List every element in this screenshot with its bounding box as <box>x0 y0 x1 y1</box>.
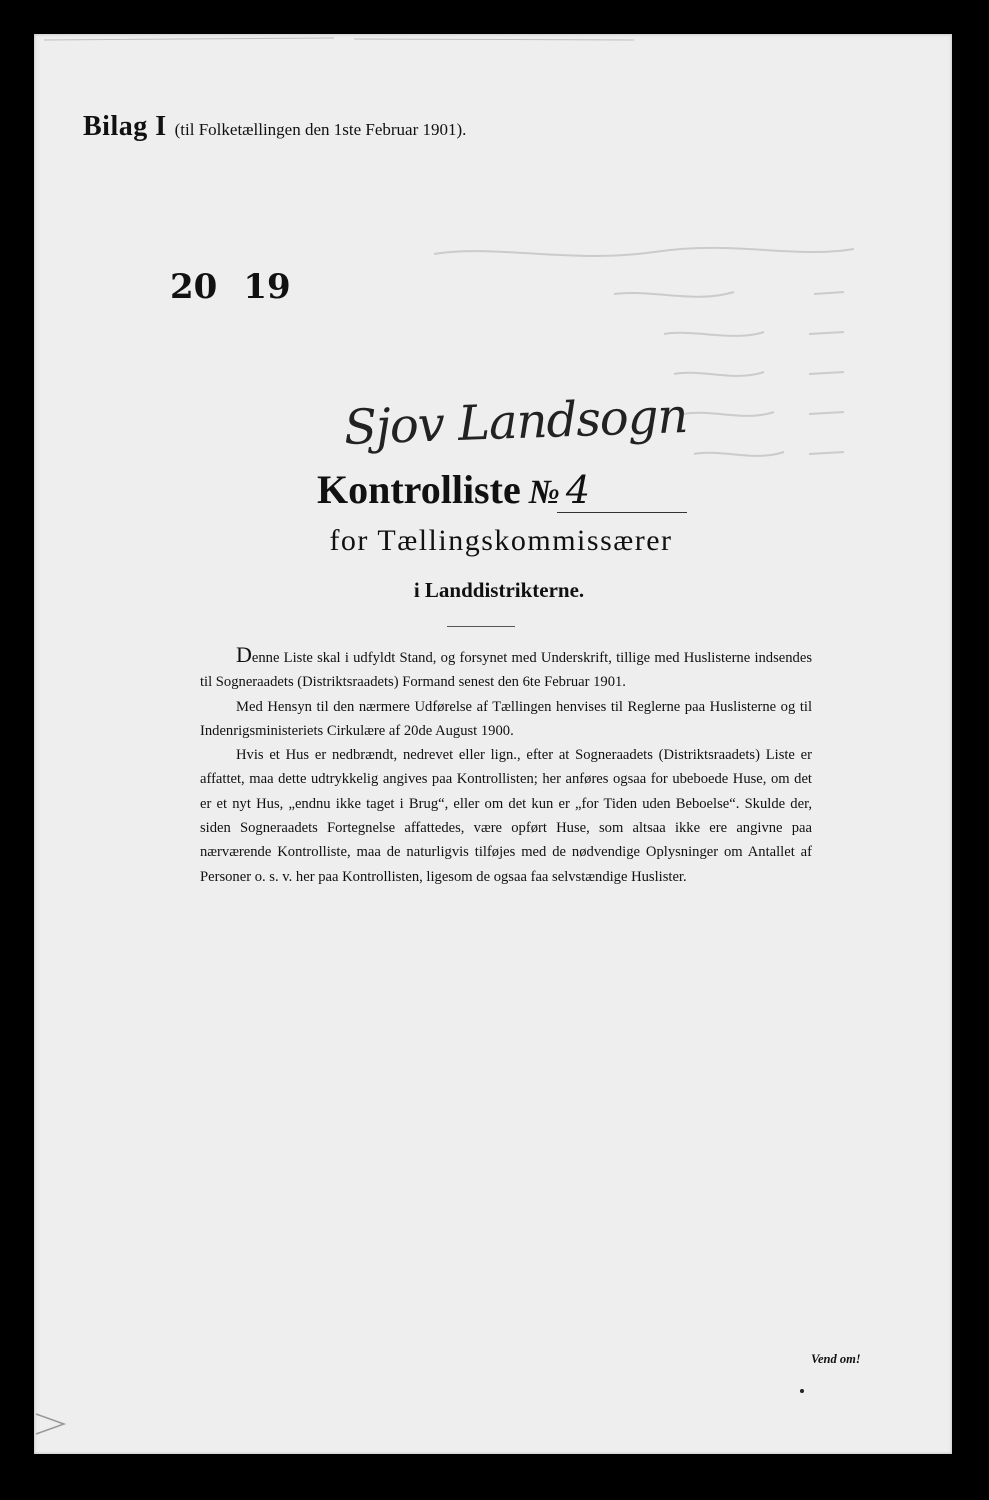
faint-bleedthrough-notes <box>414 234 914 494</box>
ink-dot <box>800 1389 804 1393</box>
header-line <box>83 111 466 143</box>
paragraph-1 <box>200 642 812 695</box>
paragraph-3: Hvis et Hus er nedbrændt, nedrevet eller lign., efter at Sogneraadets (Distriktsraadets) Liste er affattet, maa dette udtrykkelig angives paa Kontrollisten; her anføres ogsaa for ubeboede Huse, om det er et nyt Hus, „endnu ikke taget i Brug“, eller om det kun er „for Tiden uden Beboelse“. Skulde der, siden Sogneraadets Fortegnelse affattedes, være opført Huse, som altsaa ikke ere angivne paa nærværende Kontrolliste, maa de naturligvis tilføjes med de nødvendige Oplysninger om Antallet af Personer o. s. v. her paa Kontrollisten, ligesom de ogsaa faa selvstændige Huslister. <box>200 747 812 885</box>
paragraph-2: Med Hensyn til den nærmere Udførelse af Tællingen henvises til Reglerne paa Huslisterne og til Indenrigsministeriets Cirkulære af 20de August 1900. <box>200 698 812 739</box>
reference-number-first: 20 <box>170 267 218 307</box>
reference-numbers <box>170 267 291 307</box>
title-word: Kontrolliste <box>317 467 521 512</box>
document-page <box>34 34 952 1454</box>
number-sign: № <box>528 474 560 511</box>
turn-over-note: Vend om! <box>811 1352 861 1366</box>
instructions-body <box>200 642 812 889</box>
bilag-label: Bilag I <box>83 111 167 142</box>
subtitle-commissioners: for Tællingskommissærer <box>329 524 673 557</box>
subtitle-districts: i Landdistrikterne. <box>413 578 585 602</box>
document-title <box>317 466 657 516</box>
corner-edge-marks <box>34 1394 94 1454</box>
top-edge-marks <box>34 34 952 54</box>
paragraph-1-text: enne Liste skal i udfyldt Stand, og forsynet med Underskrift, tillige med Huslisterne indsendes til Sogneraadets (Distriktsraadets) Formand senest den 6te Februar 1901. <box>200 650 812 691</box>
reference-number-second: 19 <box>243 267 291 307</box>
section-divider <box>447 626 515 627</box>
paragraph-1-initial: D <box>236 642 252 667</box>
handwritten-district-name: Sjov Landsogn <box>343 388 689 456</box>
bilag-subtitle: (til Folketællingen den 1ste Februar 1901). <box>174 120 467 139</box>
list-number: 4 <box>565 468 591 512</box>
title-underline <box>557 512 687 513</box>
